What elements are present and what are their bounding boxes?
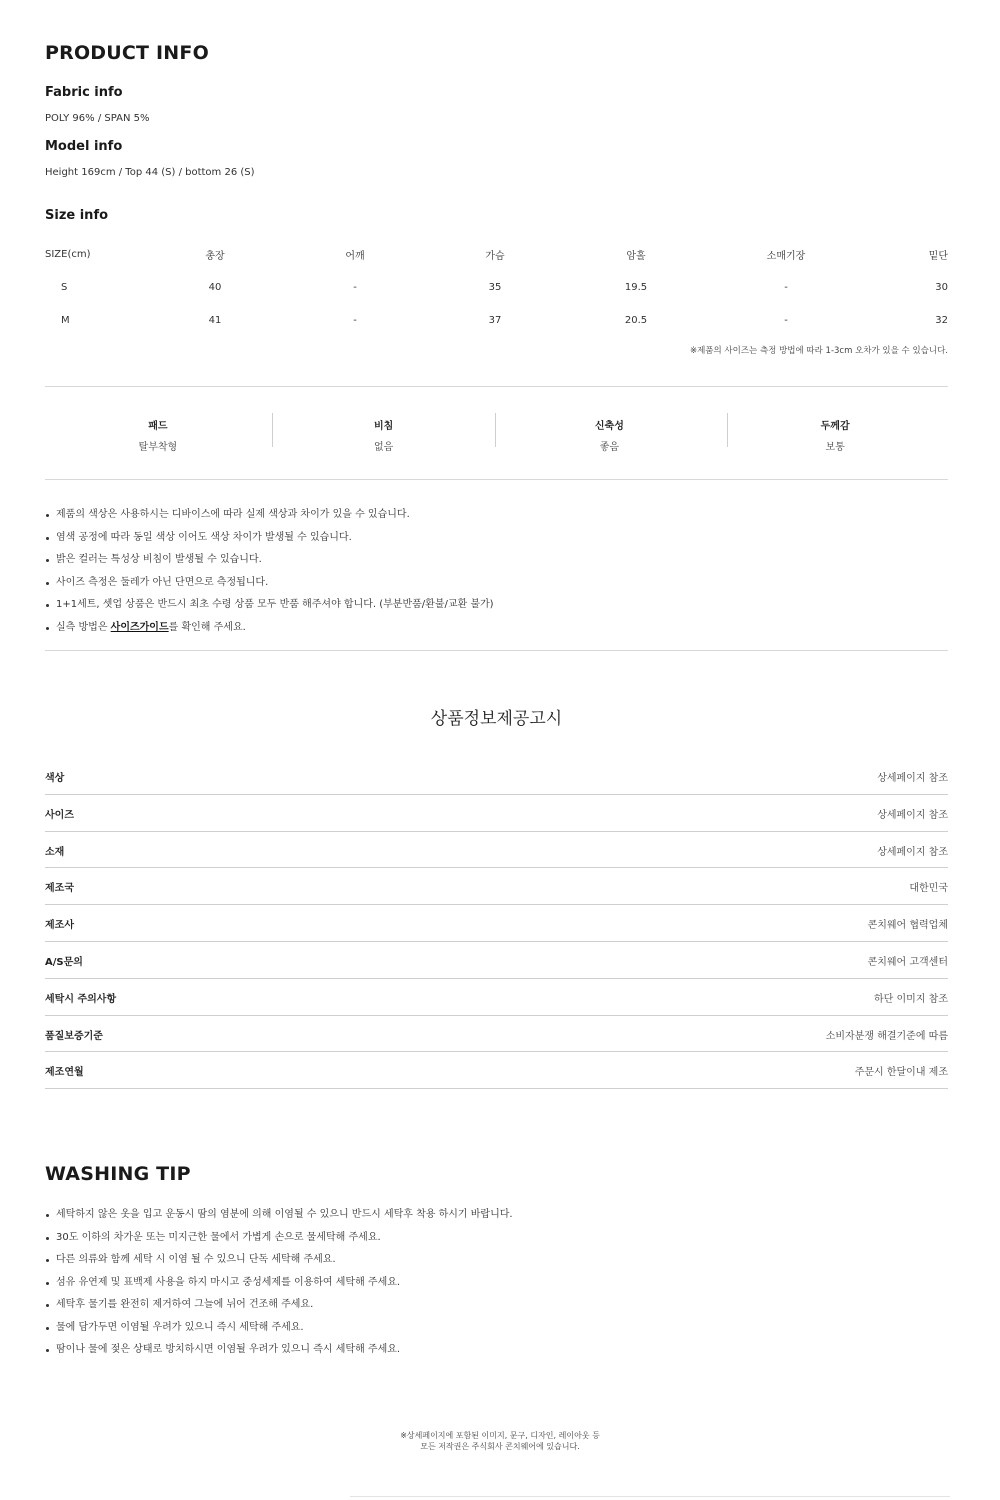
list-item: 1+1세트, 셋업 상품은 반드시 최초 수령 상품 모두 반품 해주셔야 합니다. (부분반품/환불/교환 불가) — [45, 599, 494, 622]
washing-tip-title: WASHING TIP — [45, 1163, 191, 1185]
size-table-header — [45, 238, 948, 271]
size-header-cell: 어깨 — [345, 251, 365, 262]
size-cell: 41 — [208, 315, 222, 326]
notice-row — [45, 905, 948, 942]
size-table — [45, 238, 948, 337]
size-cell: 35 — [488, 282, 502, 293]
notice-value: 콘치웨어 고객센터 — [867, 956, 948, 968]
size-info-heading: Size info — [45, 208, 109, 223]
size-cell: 30 — [935, 282, 948, 293]
size-table-row — [45, 271, 948, 304]
size-note: ※제품의 사이즈는 측정 방법에 따라 1-3cm 오차가 있을 수 있습니다. — [689, 346, 948, 356]
notice-value: 소비자분쟁 해결기준에 따름 — [825, 1030, 948, 1042]
model-info-value: Height 169cm / Top 44 (S) / bottom 26 (S) — [45, 167, 255, 178]
attribute-title: 비침 — [373, 421, 394, 432]
size-guide-text-before: 실측 방법은 — [56, 621, 111, 633]
notice-label: 품질보증기준 — [45, 1030, 103, 1042]
size-header-cell: 소매기장 — [766, 251, 806, 262]
attribute-title: 두께감 — [820, 421, 850, 432]
divider — [45, 650, 948, 651]
attribute-sheerness — [271, 413, 497, 453]
notice-value: 주문시 한달이내 제조 — [854, 1067, 948, 1079]
size-header-cell: 암홀 — [626, 251, 646, 262]
washing-tips-list — [45, 1209, 513, 1367]
size-cell: - — [784, 315, 788, 326]
size-cell: - — [784, 282, 788, 293]
attribute-value: 없음 — [373, 442, 394, 453]
notice-row — [45, 979, 948, 1016]
copyright-line: 모든 저작권은 주식회사 콘치웨어에 있습니다. — [420, 1442, 580, 1451]
divider — [350, 1496, 950, 1497]
size-guide-text-after: 를 확인해 주세요. — [168, 621, 246, 633]
notice-label: 소재 — [45, 846, 65, 858]
notice-value: 대한민국 — [909, 883, 948, 895]
attribute-stretch — [497, 413, 723, 453]
fabric-info-heading: Fabric info — [45, 85, 123, 100]
attribute-thickness — [722, 413, 948, 453]
notice-label: 색상 — [45, 773, 65, 784]
attribute-value: 좋음 — [599, 442, 620, 453]
size-cell: 19.5 — [624, 282, 648, 293]
notice-value: 하단 이미지 참조 — [874, 993, 948, 1005]
copyright-line: ※상세페이지에 포함된 이미지, 문구, 디자인, 레이아웃 등 — [400, 1431, 600, 1440]
list-item: 염색 공정에 따라 동일 색상 이어도 색상 차이가 발생될 수 있습니다. — [45, 532, 494, 555]
list-item: 다른 의류와 함께 세탁 시 이염 될 수 있으니 단독 세탁해 주세요. — [45, 1254, 513, 1277]
size-guide-link[interactable]: 사이즈가이드 — [110, 621, 169, 633]
notice-label: 제조국 — [45, 883, 74, 895]
list-item: 밝은 컬러는 특성상 비침이 발생될 수 있습니다. — [45, 554, 494, 577]
notice-row — [45, 832, 948, 869]
notice-label: 제조연월 — [45, 1067, 84, 1079]
notice-row — [45, 758, 948, 795]
attribute-title: 패드 — [148, 421, 168, 432]
list-item: 사이즈 측정은 둘레가 아닌 단면으로 측정됩니다. — [45, 577, 494, 600]
size-header-cell: SIZE(cm) — [45, 249, 91, 260]
divider — [45, 386, 948, 387]
size-header-cell: 밑단 — [928, 251, 948, 262]
attribute-value: 탈부착형 — [138, 442, 178, 453]
copyright-notice — [0, 1430, 1000, 1452]
list-item: 세탁하지 않은 옷을 입고 운동시 땀의 염분에 의해 이염될 수 있으니 반드시 세탁후 착용 하시기 바랍니다. — [45, 1209, 513, 1232]
size-table-row — [45, 304, 948, 337]
attribute-separator — [272, 413, 273, 447]
notice-value: 상세페이지 참조 — [877, 809, 948, 821]
notice-row — [45, 795, 948, 832]
attribute-value: 보통 — [825, 442, 845, 453]
attribute-strip — [45, 413, 948, 453]
notice-label: A/S문의 — [45, 956, 83, 968]
attribute-separator — [727, 413, 728, 447]
size-cell: 32 — [935, 315, 948, 326]
notice-row — [45, 942, 948, 979]
attribute-pad — [45, 413, 271, 453]
notice-row — [45, 868, 948, 905]
list-item: 제품의 색상은 사용하시는 디바이스에 따라 실제 색상과 차이가 있을 수 있습니다. — [45, 509, 494, 532]
notice-label: 제조사 — [45, 920, 74, 932]
notice-value: 콘치웨어 협력업체 — [867, 920, 948, 932]
size-cell: S — [61, 282, 68, 293]
list-item-size-guide — [45, 622, 494, 645]
notice-label: 사이즈 — [45, 809, 74, 821]
notice-title: 상품정보제공고시 — [430, 709, 563, 729]
notice-value: 상세페이지 참조 — [877, 846, 948, 858]
list-item: 30도 이하의 차가운 또는 미지근한 물에서 가볍게 손으로 물세탁해 주세요. — [45, 1232, 513, 1255]
attribute-title: 신축성 — [594, 421, 624, 432]
size-cell: 37 — [488, 315, 502, 326]
size-header-cell: 가슴 — [485, 251, 505, 262]
size-cell: M — [61, 315, 70, 326]
size-cell: - — [353, 315, 357, 326]
model-info-heading: Model info — [45, 139, 123, 154]
notice-label: 세탁시 주의사항 — [45, 993, 117, 1005]
divider — [45, 479, 948, 480]
size-cell: 40 — [208, 282, 222, 293]
notice-table — [45, 758, 948, 1089]
list-item: 섬유 유연제 및 표백제 사용을 하지 마시고 중성세제를 이용하여 세탁해 주세요. — [45, 1277, 513, 1300]
notice-row — [45, 1016, 948, 1053]
notice-value: 상세페이지 참조 — [877, 773, 948, 784]
product-notes-list — [45, 509, 494, 644]
size-cell: 20.5 — [624, 315, 648, 326]
product-info-title: PRODUCT INFO — [45, 42, 209, 64]
attribute-separator — [495, 413, 496, 447]
notice-row — [45, 1052, 948, 1089]
list-item: 세탁후 물기를 완전히 제거하여 그늘에 뉘어 건조해 주세요. — [45, 1299, 513, 1322]
list-item: 물에 담가두면 이염될 우려가 있으니 즉시 세탁해 주세요. — [45, 1322, 513, 1345]
size-header-cell: 총장 — [205, 251, 225, 262]
size-cell: - — [353, 282, 357, 293]
fabric-info-value: POLY 96% / SPAN 5% — [45, 113, 150, 124]
list-item: 땀이나 물에 젖은 상태로 방치하시면 이염될 우려가 있으니 즉시 세탁해 주세요. — [45, 1344, 513, 1367]
